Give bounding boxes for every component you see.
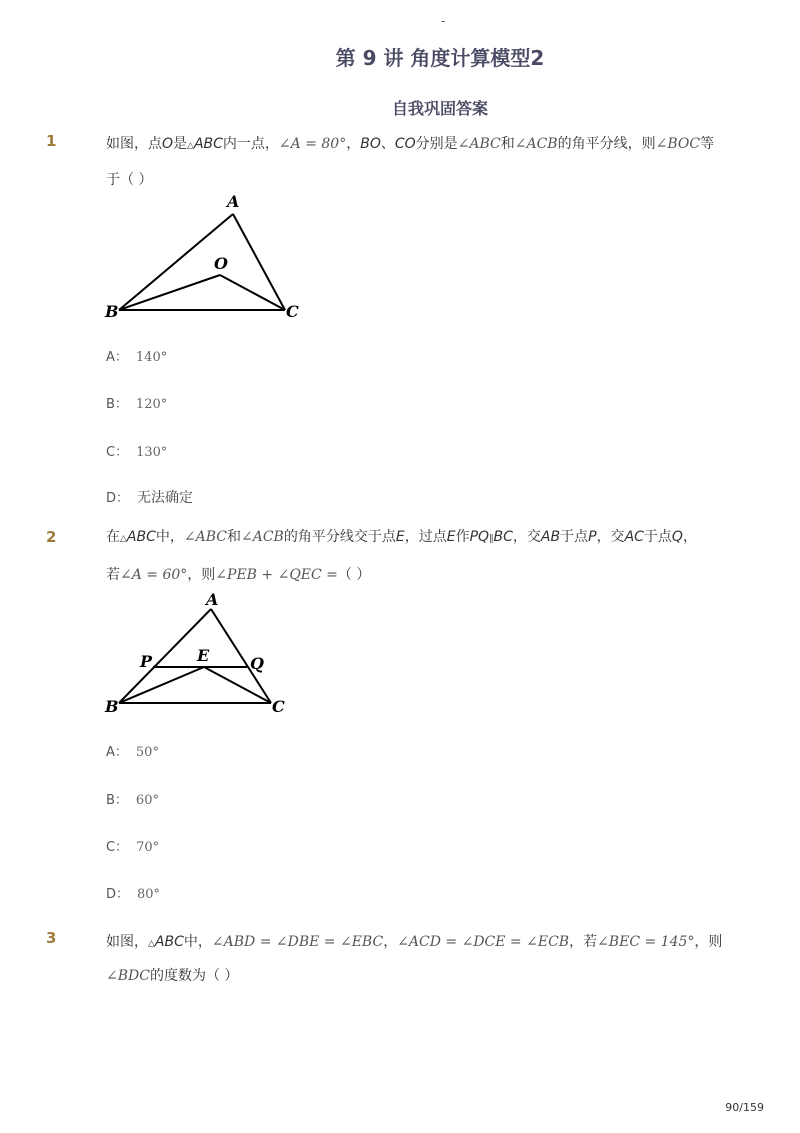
question-1-line-1: 如图，点O是△ABC内一点，∠A = 80°，BO、CO分别是∠ABC和∠ACB的角平分线，则∠BOC等 (106, 136, 715, 152)
question-2-option-b[interactable]: B： 60° (106, 793, 159, 808)
label-p: P (140, 652, 153, 671)
question-3-line-2: ∠BDC的度数为（ ） (106, 968, 239, 984)
question-2-figure (100, 585, 290, 720)
question-2-line-2: 若∠A = 60°，则∠PEB + ∠QEC =（ ） (106, 567, 371, 583)
header-dash: - (441, 14, 446, 28)
question-number-2: 2 (46, 528, 57, 546)
question-1-option-a[interactable]: A： 140° (106, 350, 168, 365)
page-number: 90/159 (725, 1101, 764, 1114)
bisectors-bo-co (119, 275, 285, 310)
label-q: Q (250, 654, 264, 673)
label-b: B (105, 697, 119, 716)
section-subtitle: 自我巩固答案 (391, 99, 488, 118)
question-1-option-d[interactable]: D： 无法确定 (106, 490, 194, 506)
label-e: E (197, 646, 210, 665)
bisectors-be-ce (119, 667, 271, 703)
question-2-line-1: 在△ABC中，∠ABC和∠ACB的角平分线交于点E，过点E作PQ∥BC，交AB于点P，交AC于点Q， (106, 529, 697, 545)
question-2-option-d[interactable]: D： 80° (106, 887, 161, 902)
question-1-option-b[interactable]: B： 120° (106, 397, 168, 412)
page-title: 第 9 讲 角度计算模型2 (335, 46, 545, 70)
question-2-option-a[interactable]: A： 50° (106, 745, 159, 760)
label-b: B (105, 302, 119, 321)
question-1-line-2: 于（ ） (106, 172, 153, 188)
question-number-3: 3 (46, 929, 57, 947)
question-number-1: 1 (46, 132, 57, 150)
label-c: C (286, 302, 299, 321)
question-1-option-c[interactable]: C： 130° (106, 445, 168, 460)
label-a: A (206, 590, 219, 609)
label-c: C (272, 697, 285, 716)
label-o: O (214, 254, 228, 273)
question-3-line-1: 如图，△ABC中，∠ABD = ∠DBE = ∠EBC，∠ACD = ∠DCE = ∠ECB，若∠BEC = 145°，则 (106, 934, 723, 950)
question-2-option-c[interactable]: C： 70° (106, 840, 160, 855)
question-1-figure (100, 190, 310, 325)
label-a: A (227, 192, 240, 211)
